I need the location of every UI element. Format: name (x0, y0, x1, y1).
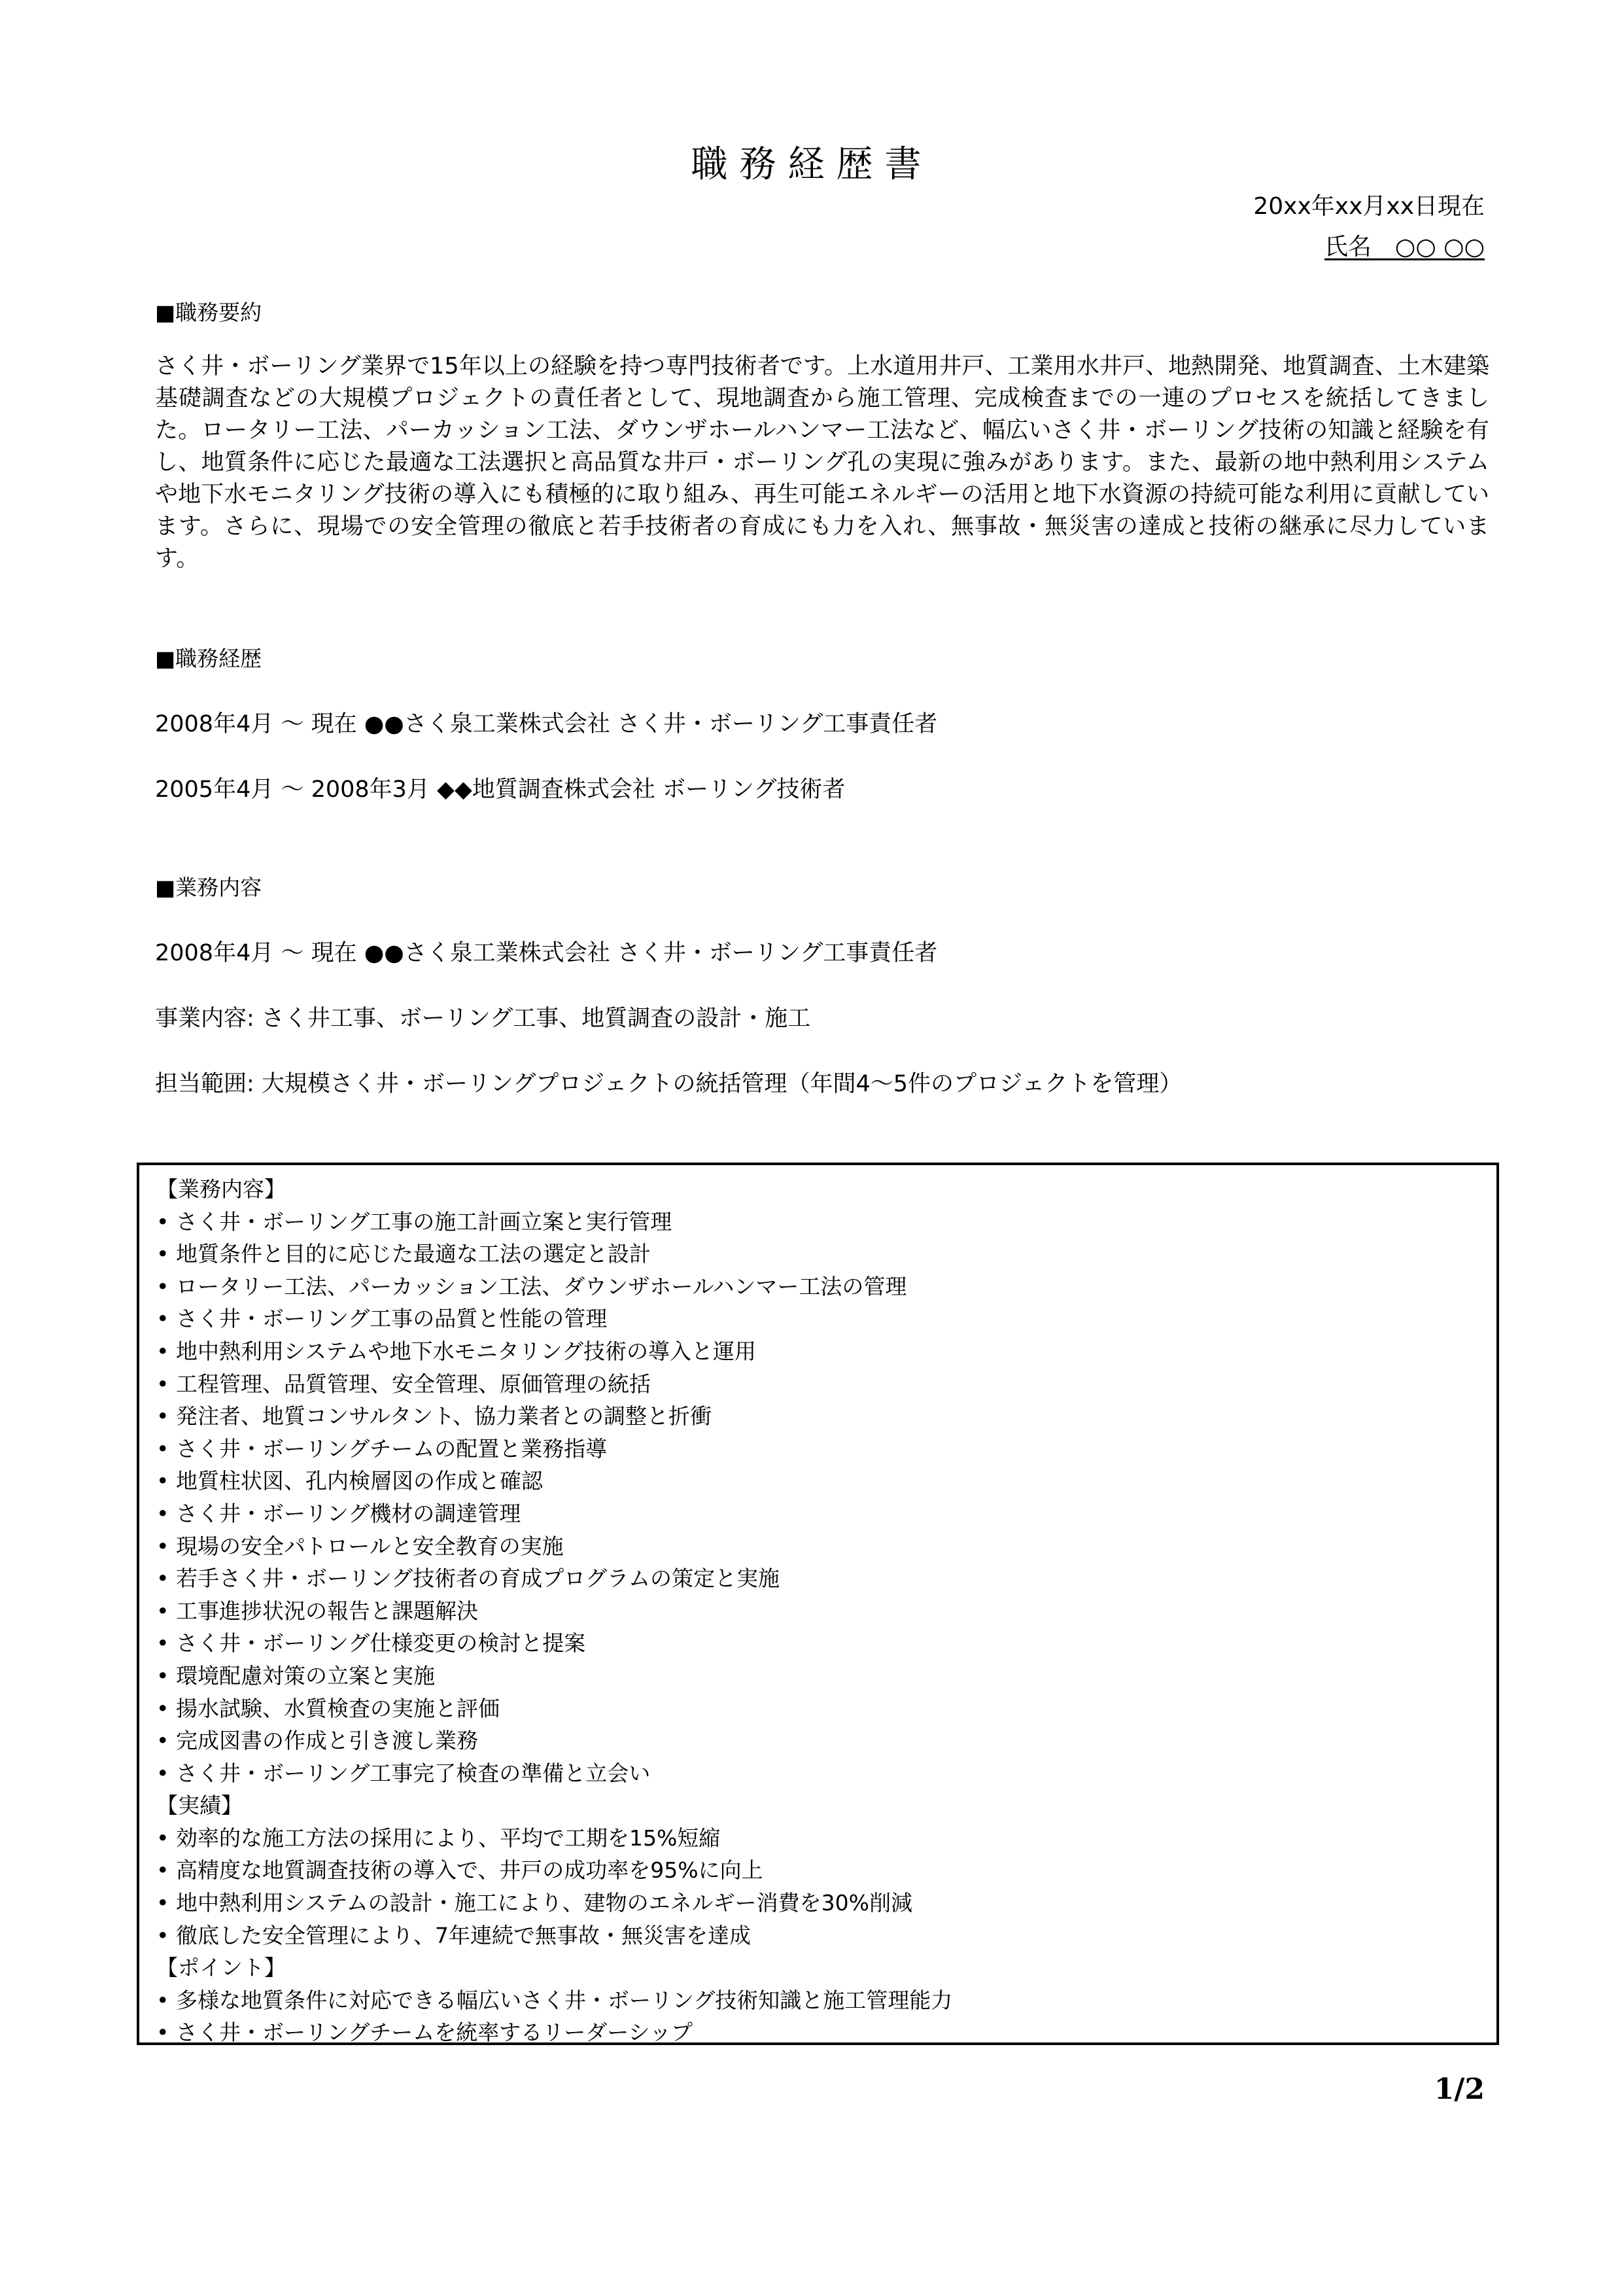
duty-item: • 地質条件と目的に応じた最適な工法の選定と設計 (156, 1241, 651, 1267)
applicant-name: 氏名 ○○ ○○ (1324, 234, 1485, 260)
page-number: 1/2 (1434, 2073, 1485, 2106)
duty-item: • 地質柱状図、孔内検層図の作成と確認 (156, 1468, 543, 1494)
duty-item: • さく井・ボーリング仕様変更の検討と提案 (156, 1630, 586, 1656)
work-business: 事業内容: さく井工事、ボーリング工事、地質調査の設計・施工 (155, 1006, 811, 1032)
duty-item: • 揚水試験、水質検査の実施と評価 (156, 1695, 500, 1721)
career-entry: 2008年4月 〜 現在 ●●さく泉工業株式会社 さく井・ボーリング工事責任者 (155, 711, 938, 737)
duty-item: • 完成図書の作成と引き渡し業務 (156, 1728, 478, 1754)
duty-item: • 工事進捗状況の報告と課題解決 (156, 1598, 478, 1624)
point-item: • 多様な地質条件に対応できる幅広いさく井・ボーリング技術知識と施工管理能力 (156, 1987, 953, 2013)
work-detail-box (137, 1163, 1499, 2045)
duty-item: • ロータリー工法、パーカッション工法、ダウンザホールハンマー工法の管理 (156, 1273, 907, 1299)
achievement-item: • 徹底した安全管理により、7年連続で無事故・無災害を達成 (156, 1922, 751, 1948)
points-heading: 【ポイント】 (156, 1955, 286, 1981)
summary-heading: ■職務要約 (155, 300, 262, 325)
page-title: 職務経歴書 (691, 143, 933, 186)
duty-item: • 工程管理、品質管理、安全管理、原価管理の統括 (156, 1371, 651, 1397)
duty-item: • 地中熱利用システムや地下水モニタリング技術の導入と運用 (156, 1338, 756, 1364)
duty-item: • さく井・ボーリングチームの配置と業務指導 (156, 1435, 608, 1462)
work-scope: 担当範囲: 大規模さく井・ボーリングプロジェクトの統括管理（年間4〜5件のプロジェクトを管理） (155, 1071, 1183, 1097)
duty-item: • 現場の安全パトロールと安全教育の実施 (156, 1533, 564, 1559)
duties-heading: 【業務内容】 (156, 1176, 286, 1202)
duty-item: • 若手さく井・ボーリング技術者の育成プログラムの策定と実施 (156, 1566, 780, 1592)
duty-item: • 環境配慮対策の立案と実施 (156, 1662, 435, 1689)
duty-item: • さく井・ボーリング工事完了検査の準備と立会い (156, 1760, 651, 1786)
achievements-heading: 【実績】 (156, 1793, 243, 1819)
duty-item: • 発注者、地質コンサルタント、協力業者との調整と折衝 (156, 1403, 712, 1429)
achievement-item: • 地中熱利用システムの設計・施工により、建物のエネルギー消費を30%削減 (156, 1890, 913, 1916)
duty-item: • さく井・ボーリング工事の施工計画立案と実行管理 (156, 1208, 672, 1235)
work-heading: ■業務内容 (155, 875, 262, 900)
work-period: 2008年4月 〜 現在 ●●さく泉工業株式会社 さく井・ボーリング工事責任者 (155, 940, 938, 966)
document-date: 20xx年xx月xx日現在 (1253, 193, 1485, 220)
duty-item: • さく井・ボーリング工事の品質と性能の管理 (156, 1306, 608, 1332)
duty-item: • さく井・ボーリング機材の調達管理 (156, 1500, 521, 1526)
summary-text: さく井・ボーリング業界で15年以上の経験を持つ専門技術者です。上水道用井戸、工業用水井戸、地熱開発、地質調査、土木建築基礎調査などの大規模プロジェクトの責任者として、現地調査から施工管理、完成検査までの一連のプロセスを統括してきました。ロータリー工法、パーカッション工法、ダウンザホールハンマー工法など、幅広いさく井・ボーリング技術の知識と経験を有し、地質条件に応じた最適な工法選択と高品質な井戸・ボーリング孔の実現に強みがあります。また、最新の地中熱利用システムや地下水モニタリング技術の導入にも積極的に取り組み、再生可能エネルギーの活用と地下水資源の持続可能な利用に貢献しています。さらに、現場での安全管理の徹底と若手技術者の育成にも力を入れ、無事故・無災害の達成と技術の継承に尽力しています。 (155, 353, 1489, 572)
achievement-item: • 効率的な施工方法の採用により、平均で工期を15%短縮 (156, 1825, 721, 1851)
achievement-item: • 高精度な地質調査技術の導入で、井戸の成功率を95%に向上 (156, 1857, 763, 1883)
career-heading: ■職務経歴 (155, 646, 262, 671)
career-entry: 2005年4月 〜 2008年3月 ◆◆地質調査株式会社 ボーリング技術者 (155, 777, 846, 803)
point-item: • さく井・ボーリングチームを統率するリーダーシップ (156, 2020, 693, 2046)
